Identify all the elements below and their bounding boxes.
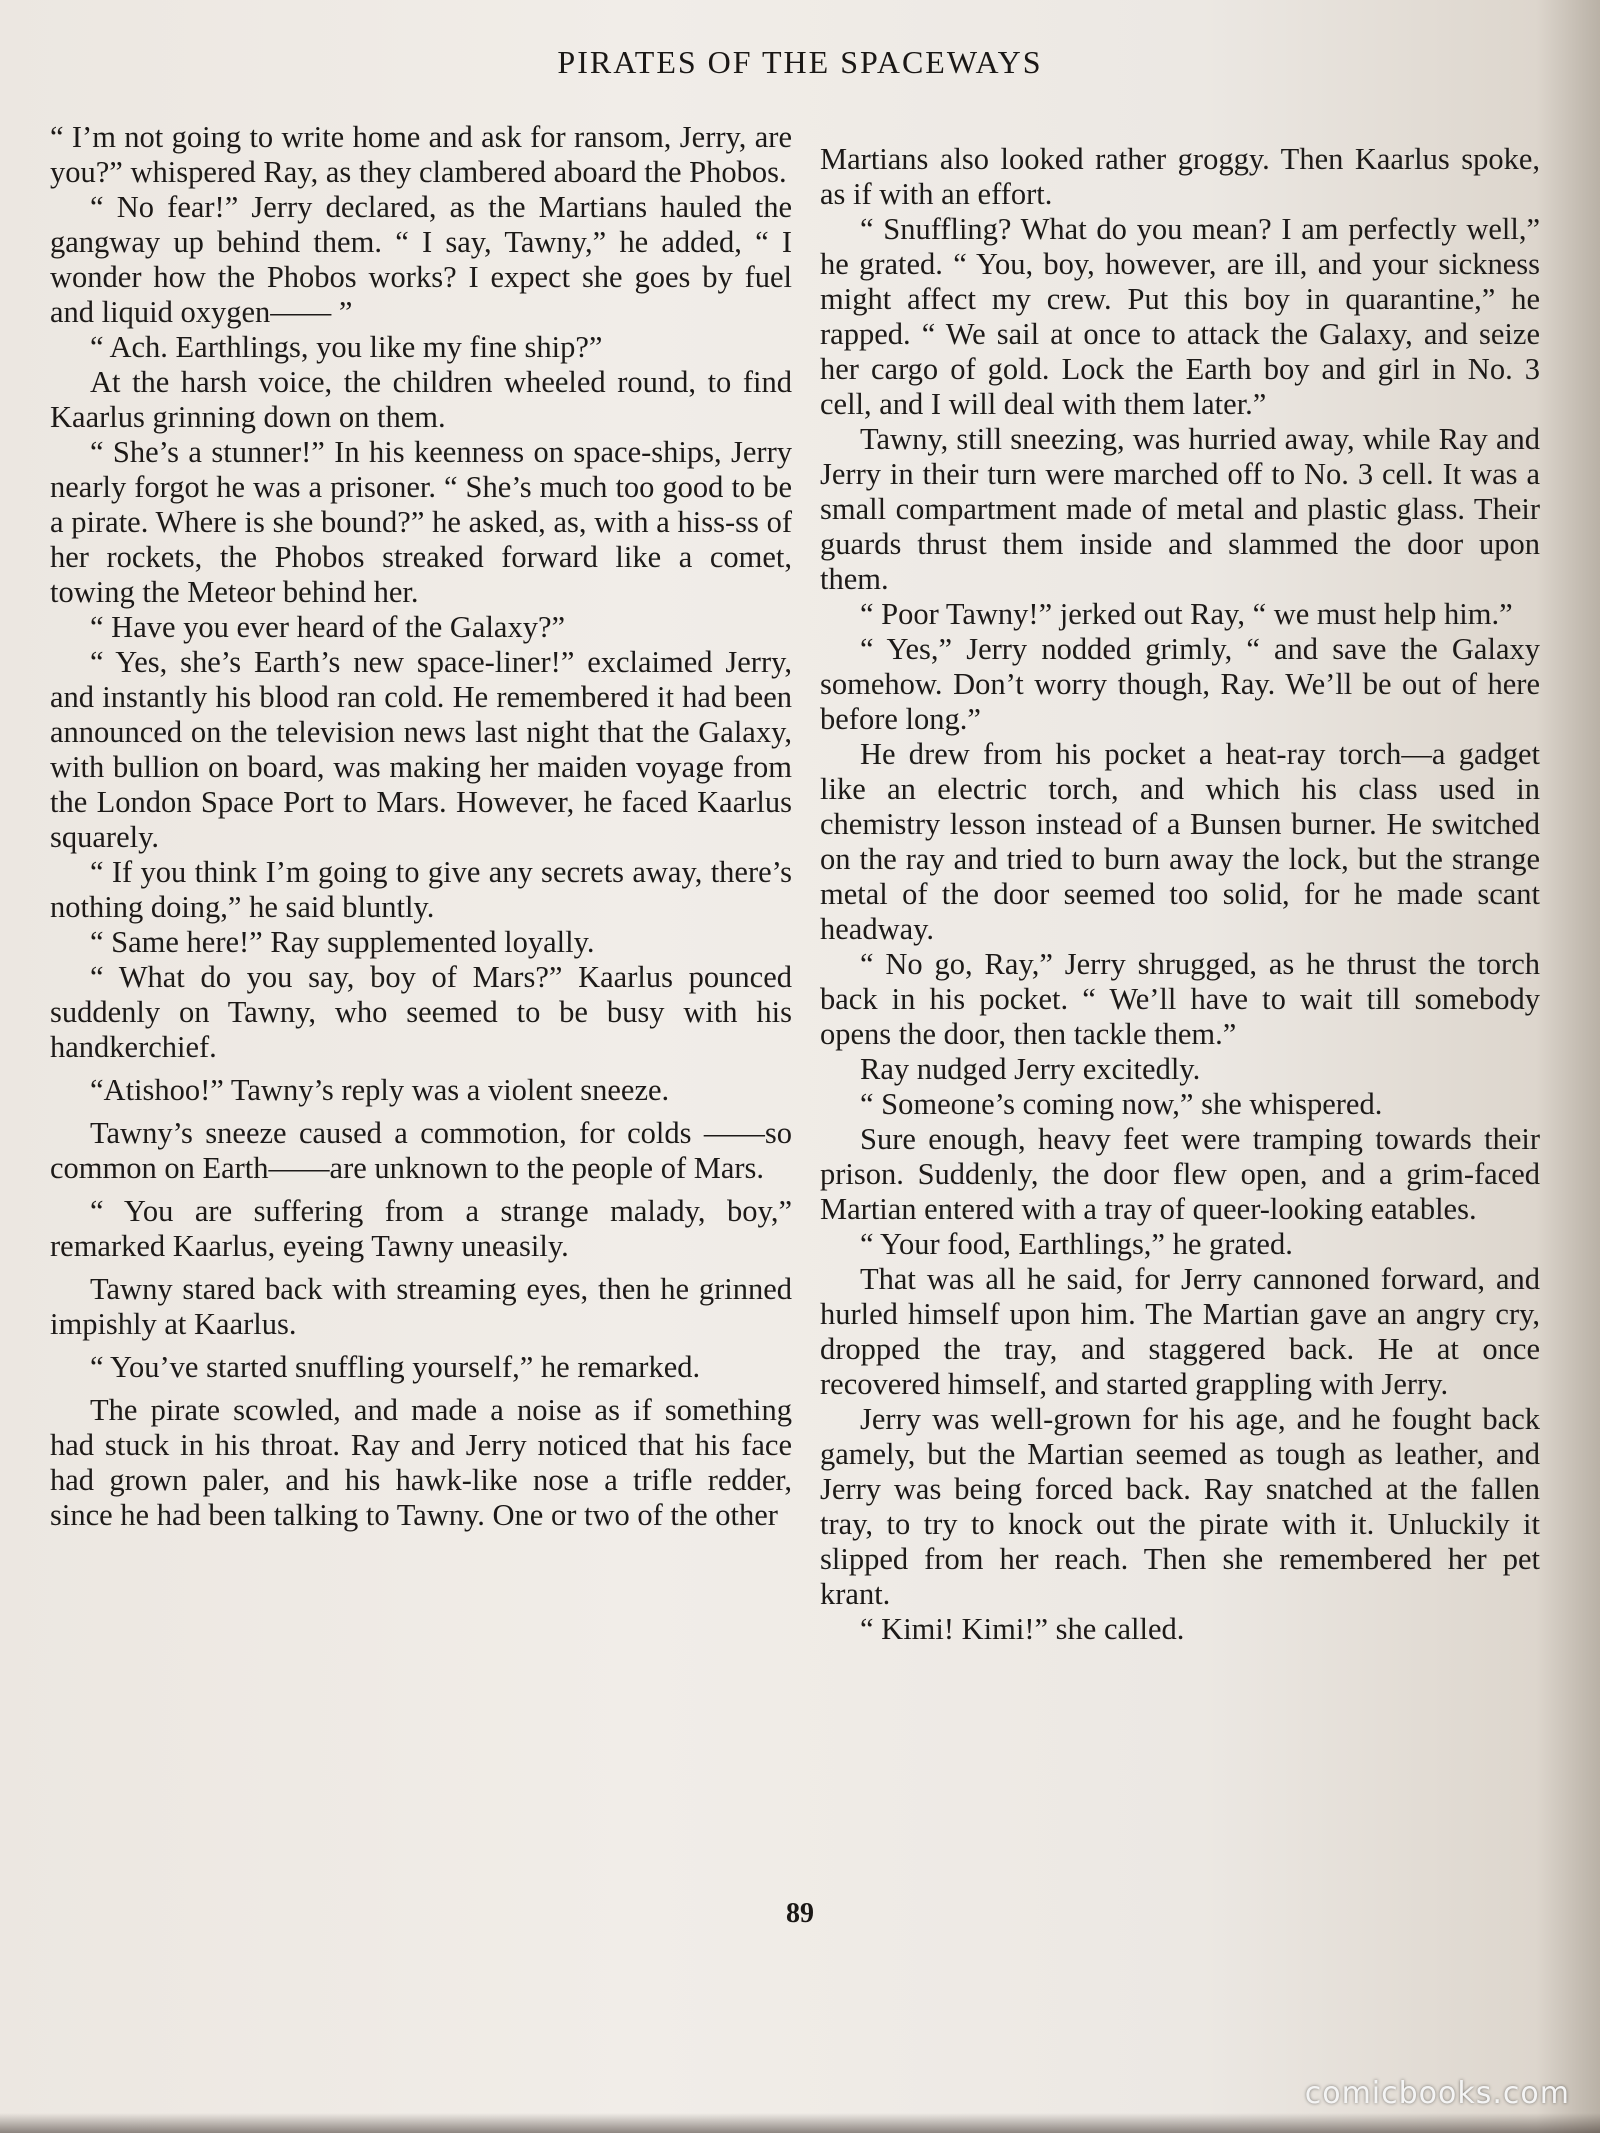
paragraph: “ Ach. Earthlings, you like my fine ship?” (90, 330, 603, 364)
paragraph: “ If you think I’m going to give any secrets away, there’s nothing doing,” he said bluntly. (50, 855, 792, 924)
paragraph: Tawny’s sneeze caused a commotion, for colds ——so common on Earth——are unknown to the people of Mars. (50, 1116, 792, 1185)
running-header: PIRATES OF THE SPACEWAYS (557, 44, 1043, 80)
watermark: comicbooks.com (1304, 2076, 1570, 2111)
paragraph: Martians also looked rather groggy. Then Kaarlus spoke, as if with an effort. (820, 142, 1540, 211)
paragraph: “ What do you say, boy of Mars?” Kaarlus pounced suddenly on Tawny, who seemed to be busy with his handkerchief. (50, 960, 792, 1064)
paragraph: Jerry was well-grown for his age, and he fought back gamely, but the Martian seemed as tough as leather, and Jerry was being forced back. Ray snatched at the fallen tray, to try to knock out the pirate with it. Unluckily it slipped from her reach. Then she remembered her pet krant. (820, 1402, 1540, 1611)
paragraph: At the harsh voice, the children wheeled round, to find Kaarlus grinning down on them. (50, 365, 792, 434)
paragraph: “ Yes,” Jerry nodded grimly, “ and save the Galaxy somehow. Don’t worry though, Ray. We’ll be out of here before long.” (820, 632, 1540, 736)
paragraph: “ No go, Ray,” Jerry shrugged, as he thrust the torch back in his pocket. “ We’ll have to wait till somebody opens the door, then tackle them.” (820, 947, 1540, 1051)
paragraph: “ Someone’s coming now,” she whispered. (860, 1087, 1383, 1121)
page-number: 89 (786, 1898, 814, 1929)
paragraph: Tawny stared back with streaming eyes, then he grinned impishly at Kaarlus. (50, 1272, 792, 1341)
paragraph: “ No fear!” Jerry declared, as the Martians hauled the gangway up behind them. “ I say, Tawny,” he added, “ I wonder how the Phobos works? I expect she goes by fuel and liquid oxygen—— ” (50, 190, 792, 329)
paragraph: That was all he said, for Jerry cannoned forward, and hurled himself upon him. The Martian gave an angry cry, dropped the tray, and staggered back. He at once recovered himself, and started grappling with Jerry. (820, 1262, 1540, 1401)
paragraph: “ Same here!” Ray supplemented loyally. (90, 925, 595, 959)
paragraph: “ You are suffering from a strange malady, boy,” remarked Kaarlus, eyeing Tawny uneasily. (50, 1194, 792, 1263)
paragraph: “ Poor Tawny!” jerked out Ray, “ we must help him.” (860, 597, 1513, 631)
paragraph: “ Yes, she’s Earth’s new space-liner!” exclaimed Jerry, and instantly his blood ran cold. He remembered it had been announced on the television news last night that the Galaxy, with bullion on board, was making her maiden voyage from the London Space Port to Mars. However, he faced Kaarlus squarely. (50, 645, 792, 854)
paragraph: “ Have you ever heard of the Galaxy?” (90, 610, 566, 644)
paragraph: “ Your food, Earthlings,” he grated. (860, 1227, 1293, 1261)
paragraph: Tawny, still sneezing, was hurried away, while Ray and Jerry in their turn were marched off to No. 3 cell. It was a small compartment made of metal and plastic glass. Their guards thrust them inside and slammed the door upon them. (820, 422, 1540, 596)
paragraph: “ You’ve started snuffling yourself,” he remarked. (90, 1350, 701, 1384)
left-column (50, 120, 792, 1533)
paragraph: Ray nudged Jerry excitedly. (860, 1052, 1201, 1086)
paragraph: “Atishoo!” Tawny’s reply was a violent sneeze. (90, 1073, 670, 1107)
paragraph: “ Snuffling? What do you mean? I am perfectly well,” he grated. “ You, boy, however, are ill, and your sickness might affect my crew. Put this boy in quarantine,” he rapped. “ We sail at once to attack the Galaxy, and seize her cargo of gold. Lock the Earth boy and girl in No. 3 cell, and I will deal with them later.” (820, 212, 1540, 421)
paragraph: “ I’m not going to write home and ask for ransom, Jerry, are you?” whispered Ray, as they clambered aboard the Phobos. (50, 120, 792, 189)
page-edge-shadow (0, 2113, 1600, 2133)
paragraph: He drew from his pocket a heat-ray torch—a gadget like an electric torch, and which his class used in chemistry lesson instead of a Bunsen burner. He switched on the ray and tried to burn away the lock, but the strange metal of the door seemed too solid, for he made scant headway. (820, 737, 1540, 946)
paragraph: “ Kimi! Kimi!” she called. (860, 1612, 1185, 1646)
paragraph: Sure enough, heavy feet were tramping towards their prison. Suddenly, the door flew open, and a grim-faced Martian entered with a tray of queer-looking eatables. (820, 1122, 1540, 1226)
right-column (820, 142, 1540, 1647)
paragraph: The pirate scowled, and made a noise as if something had stuck in his throat. Ray and Jerry noticed that his face had grown paler, and his hawk-like nose a trifle redder, since he had been talking to Tawny. One or two of the other (50, 1393, 792, 1532)
paragraph: “ She’s a stunner!” In his keenness on space-ships, Jerry nearly forgot he was a prisoner. “ She’s much too good to be a pirate. Where is she bound?” he asked, as, with a hiss-ss of her rockets, the Phobos streaked forward like a comet, towing the Meteor behind her. (50, 435, 792, 609)
